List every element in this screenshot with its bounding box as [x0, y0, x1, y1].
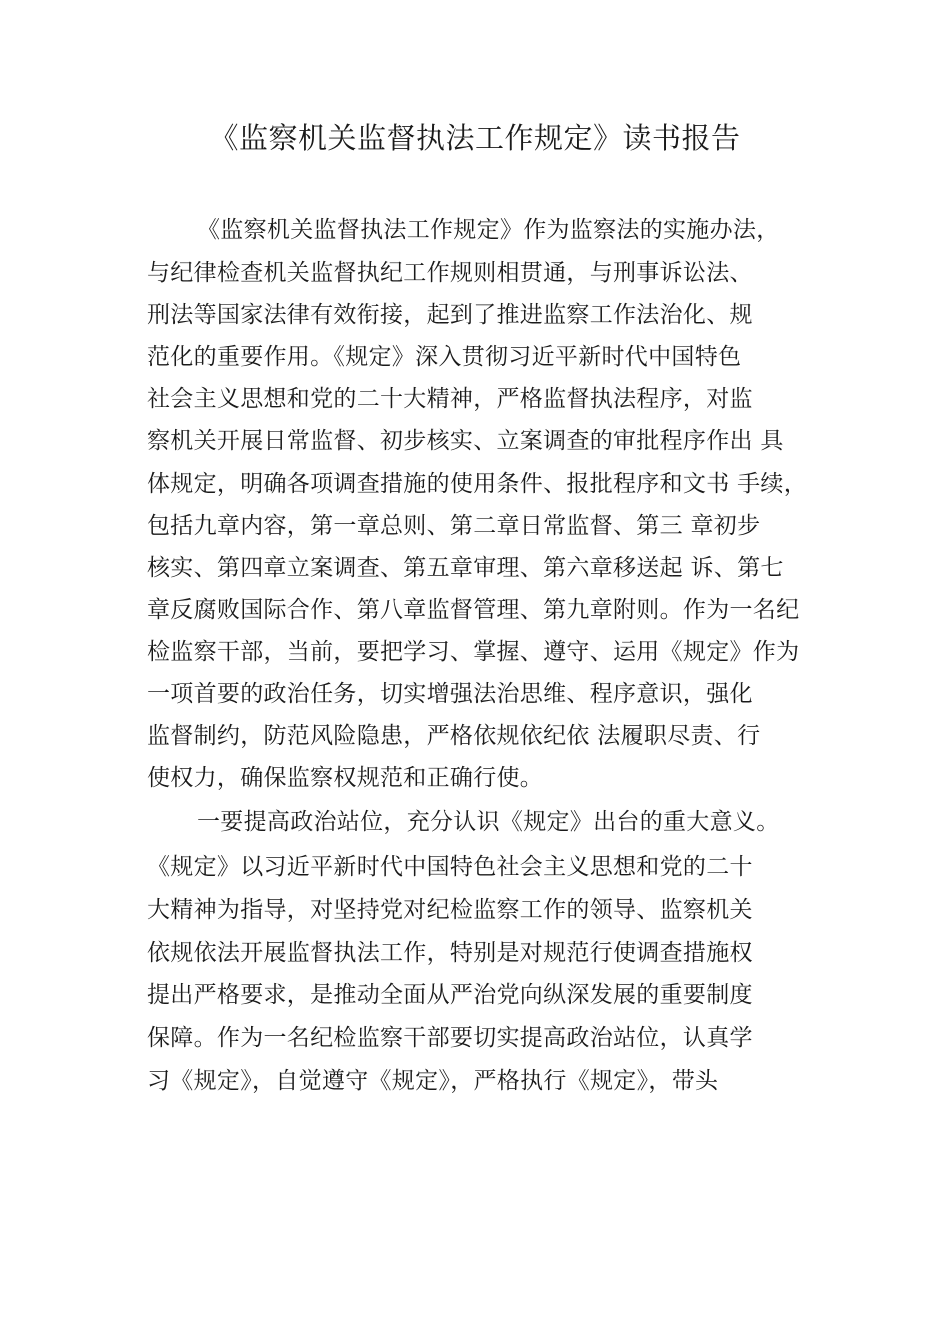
paragraph-line: 包括九章内容，第一章总则、第二章日常监督、第三 章初步 [147, 513, 761, 539]
paragraph-line: 与纪律检查机关监督执纪工作规则相贯通，与刑事诉讼法、 [147, 260, 753, 286]
paragraph-line: 刑法等国家法律有效衔接，起到了推进监察工作法治化、规 [147, 302, 753, 328]
paragraph-line: 核实、第四章立案调查、第五章审理、第六章移送起 诉、第七 [147, 555, 784, 581]
paragraph-line: 依规依法开展监督执法工作，特别是对规范行使调查措施权 [147, 940, 753, 966]
paragraph-line: 提出严格要求，是推动全面从严治党向纵深发展的重要制度 [147, 982, 753, 1008]
document-title: 《监察机关监督执法工作规定》读书报告 [209, 121, 741, 155]
paragraph-line: 检监察干部，当前，要把学习、掌握、遵守、运用《规定》作为 [147, 639, 800, 665]
paragraph-line: 监督制约，防范风险隐患，严格依规依纪依 法履职尽责、行 [147, 723, 761, 749]
paragraph-line: 察机关开展日常监督、初步核实、立案调查的审批程序作出 具 [147, 428, 784, 454]
paragraph-line: 社会主义思想和党的二十大精神，严格监督执法程序，对监 [147, 386, 753, 412]
paragraph-line: 使权力，确保监察权规范和正确行使。 [147, 765, 544, 791]
paragraph-line: 《规定》以习近平新时代中国特色社会主义思想和党的二十 [147, 854, 753, 880]
paragraph-line: 《监察机关监督执法工作规定》作为监察法的实施办法， [197, 217, 780, 243]
paragraph-line: 章反腐败国际合作、第八章监督管理、第九章附则。作为一名纪 [147, 597, 800, 623]
paragraph-line: 体规定，明确各项调查措施的使用条件、报批程序和文书 手续， [147, 471, 808, 497]
paragraph-line: 一项首要的政治任务，切实增强法治思维、程序意识，强化 [147, 681, 753, 707]
paragraph-line: 习《规定》，自觉遵守《规定》，严格执行《规定》，带头 [147, 1068, 719, 1094]
paragraph-line: 范化的重要作用。《规定》深入贯彻习近平新时代中国特色 [147, 344, 742, 370]
paragraph-line: 保障。作为一名纪检监察干部要切实提高政治站位，认真学 [147, 1025, 753, 1051]
paragraph-line: 一要提高政治站位，充分认识《规定》出台的重大意义。 [197, 809, 780, 835]
paragraph-line: 大精神为指导，对坚持党对纪检监察工作的领导、监察机关 [147, 897, 753, 923]
